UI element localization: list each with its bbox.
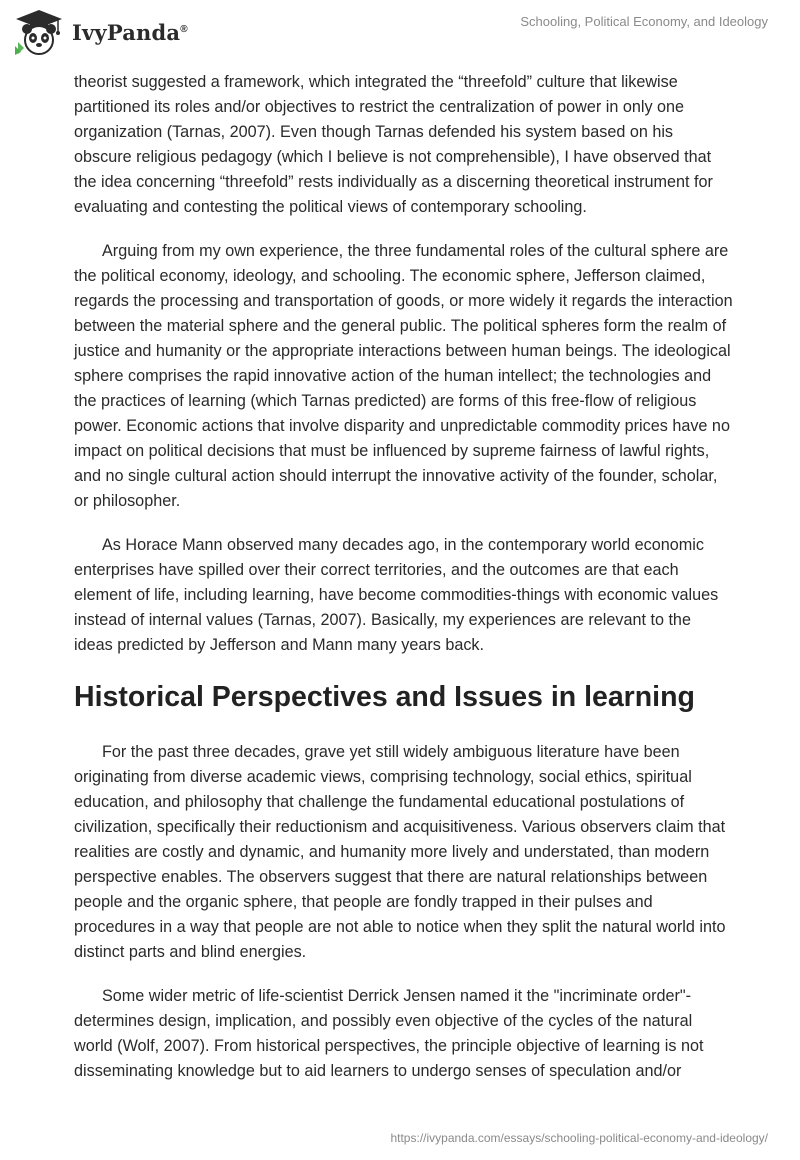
section-heading: Historical Perspectives and Issues in learning: [74, 681, 695, 713]
panda-graduation-cap-icon: [12, 8, 66, 56]
page-header: [0, 0, 800, 64]
paragraph-4: For the past three decades, grave yet still widely ambiguous literature have been originating from diverse academic views, comprising technology, social ethics, spiritual education, and philosophy that challenge the fundamental educational postulations of civilization, specifically their reductionism and acquisitiveness. Various observers claim that realities are costly and dynamic, and humanity more lively and understated, than modern perspective enables. The observers suggest that there are natural relationships between people and the organic sphere, that people are fondly trapped in their pulses and procedures in a way that people are not able to notice when they split the natural world into distinct parts and blind energies.: [74, 743, 726, 961]
brand-logo[interactable]: [12, 8, 188, 56]
registered-mark: ®: [180, 23, 188, 35]
brand-name-text: IvyPanda: [72, 19, 181, 45]
brand-name: [72, 20, 188, 45]
paragraph-1: theorist suggested a framework, which integrated the “threefold” culture that likewise partitioned its roles and/or objectives to restrict the centralization of power in only one organization (Tarnas, 2007). Even though Tarnas defended his system based on his obscure religious pedagogy (which I believe is not comprehensible), I have observed that the idea concerning “threefold” rests individually as a discerning theoretical instrument for evaluating and contesting the political views of contemporary schooling.: [74, 73, 713, 216]
paragraph-3: As Horace Mann observed many decades ago, in the contemporary world economic enterprises have spilled over their correct territories, and the outcomes are that each element of life, including learning, have become commodities-things with economic values instead of internal values (Tarnas, 2007). Basically, my experiences are relevant to the ideas predicted by Jefferson and Mann many years back.: [74, 536, 719, 654]
paragraph-5: Some wider metric of life-scientist Derrick Jensen named it the "incriminate order"- determines design, implication, and possibly even objective of the cycles of the natural world (Wolf, 2007). From historical perspectives, the principle objective of learning is not disseminating knowledge but to aid learners to undergo senses of speculation and/or: [74, 987, 704, 1080]
paragraph-2: Arguing from my own experience, the three fundamental roles of the cultural sphere are the political economy, ideology, and schooling. The economic sphere, Jefferson claimed, regards the processing and transportation of goods, or more widely it regards the interaction between the material sphere and the general public. The political spheres form the realm of justice and humanity or the appropriate interactions between human beings. The ideological sphere comprises the rapid innovative action of the human intellect; the technologies and the practices of learning (which Tarnas predicted) are forms of this free-flow of religious power. Economic actions that involve disparity and unpredictable commodity prices have no impact on political decisions that must be influenced by supreme fairness of lawful rights, and no single cultural action should interrupt the innovative activity of the founder, scholar, or philosopher.: [74, 242, 733, 510]
document-title: Schooling, Political Economy, and Ideology: [520, 14, 768, 29]
article-body: [74, 70, 734, 1103]
source-url[interactable]: https://ivypanda.com/essays/schooling-political-economy-and-ideology/: [390, 1131, 768, 1145]
